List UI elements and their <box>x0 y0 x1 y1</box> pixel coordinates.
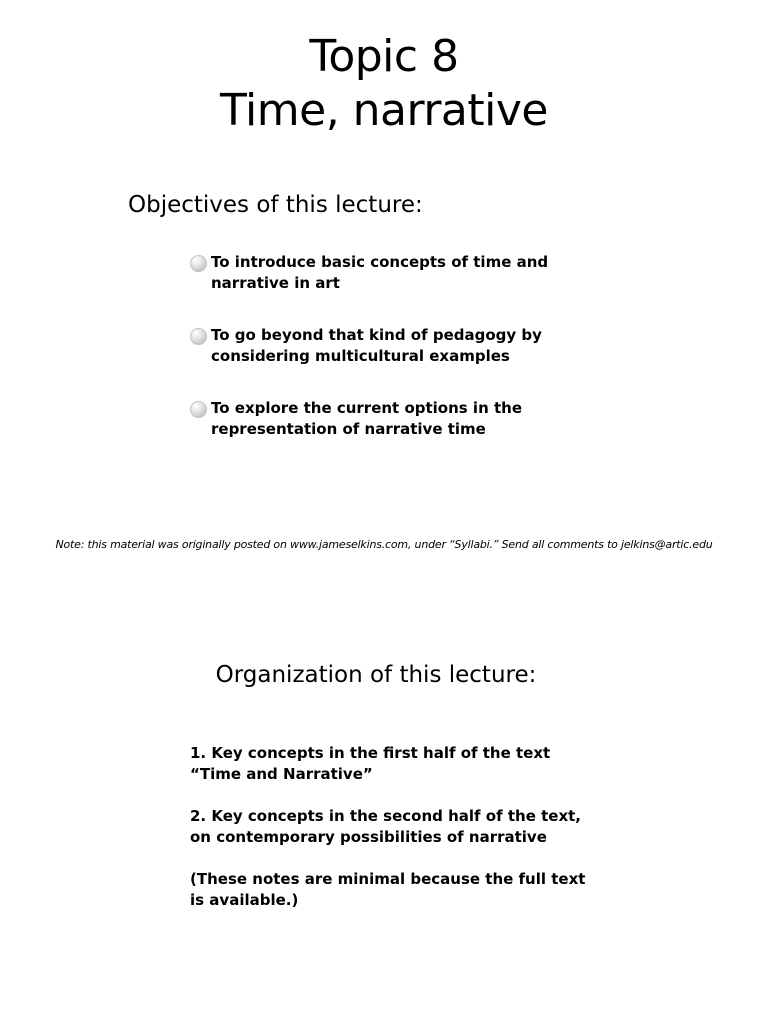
objective-text: To introduce basic concepts of time and narrative in art <box>211 253 549 292</box>
objective-text: To explore the current options in the representation of narrative time <box>211 399 523 438</box>
objective-item <box>190 252 590 294</box>
organization-list <box>190 743 595 932</box>
source-note: Note: this material was originally posted on www.jameselkins.com, under “Syllabi.” Send all comments to jelkins@artic.edu <box>55 538 713 551</box>
page-title-subject: Time, narrative <box>220 85 548 136</box>
objectives-list <box>190 252 590 471</box>
objectives-heading: Objectives of this lecture: <box>128 192 423 218</box>
organization-item: 1. Key concepts in the first half of the text “Time and Narrative” <box>190 744 551 783</box>
organization-item: (These notes are minimal because the full text is available.) <box>190 870 586 909</box>
objective-text: To go beyond that kind of pedagogy by considering multicultural examples <box>211 326 542 365</box>
organization-heading: Organization of this lecture: <box>215 662 537 688</box>
bullet-sphere-icon <box>190 255 207 272</box>
objective-item <box>190 325 590 367</box>
bullet-sphere-icon <box>190 328 207 345</box>
page-title <box>0 30 768 138</box>
page-title-topic: Topic 8 <box>309 31 459 82</box>
organization-item: 2. Key concepts in the second half of the text, on contemporary possibilities of narrative <box>190 807 581 846</box>
bullet-sphere-icon <box>190 401 207 418</box>
objective-item <box>190 398 590 440</box>
